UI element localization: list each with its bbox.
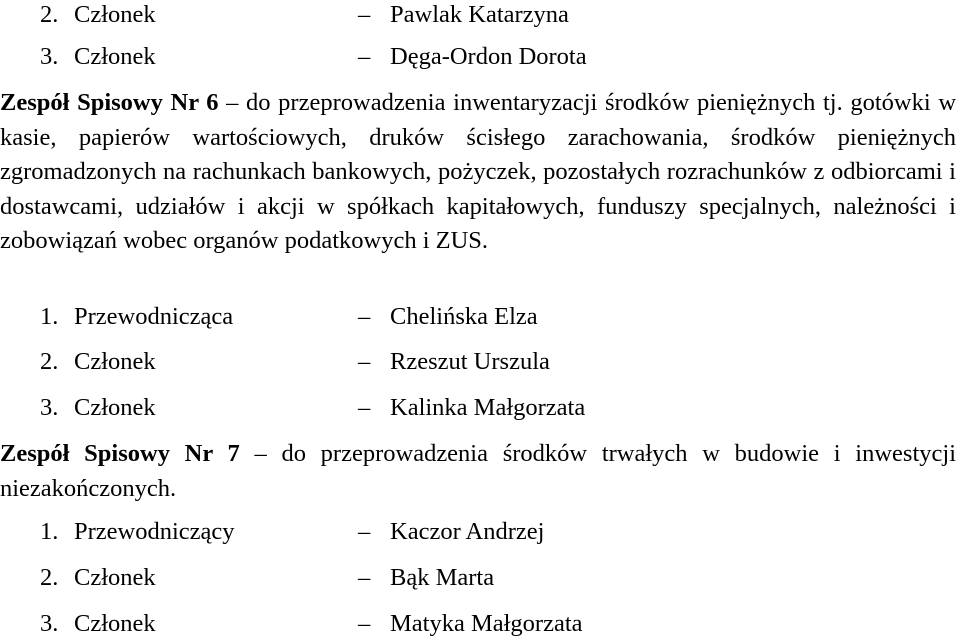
member-name: Chelińska Elza bbox=[390, 303, 538, 330]
team7-text: – do przeprowadzenia środków trwałych w budowie i inwestycji niezakończonych. bbox=[0, 440, 956, 502]
member-number: 2. bbox=[40, 1, 59, 28]
member-name: Dęga-Ordon Dorota bbox=[390, 43, 587, 70]
member-role: Członek bbox=[74, 394, 156, 421]
member-number: 1. bbox=[40, 518, 59, 545]
team7-title: Zespół Spisowy Nr 7 bbox=[0, 440, 240, 467]
member-name: Kalinka Małgorzata bbox=[390, 394, 586, 421]
member-number: 3. bbox=[40, 43, 59, 70]
member-dash: – bbox=[358, 518, 371, 545]
member-dash: – bbox=[358, 394, 371, 421]
member-dash: – bbox=[358, 1, 371, 28]
member-role: Członek bbox=[74, 610, 156, 637]
member-dash: – bbox=[358, 564, 371, 591]
member-name: Pawlak Katarzyna bbox=[390, 1, 569, 28]
member-role: Członek bbox=[74, 43, 156, 70]
member-role: Przewodnicząca bbox=[74, 303, 234, 330]
member-name: Rzeszut Urszula bbox=[390, 348, 550, 375]
member-dash: – bbox=[358, 348, 371, 375]
member-role: Przewodniczący bbox=[74, 518, 235, 545]
team6-text: – do przeprowadzenia inwentaryzacji środków pieniężnych tj. gotówki w kasie, papierów wartościowych, druków ścisłego zarachowania, środków pieniężnych zgromadzonych na rachunkach bankowych, pożyczek, pozostałych rozrachunków z odbiorcami i dostawcami, udziałów i akcji w spółkach kapitałowych, funduszy specjalnych, należności i zobowiązań wobec organów podatkowych i ZUS. bbox=[0, 89, 957, 254]
member-dash: – bbox=[358, 610, 371, 637]
member-name: Kaczor Andrzej bbox=[390, 518, 545, 545]
member-role: Członek bbox=[74, 1, 156, 28]
team7-description bbox=[0, 437, 956, 506]
member-number: 2. bbox=[40, 348, 59, 375]
team6-description bbox=[0, 86, 956, 259]
member-role: Członek bbox=[74, 564, 156, 591]
member-dash: – bbox=[358, 43, 371, 70]
member-dash: – bbox=[358, 303, 371, 330]
member-role: Członek bbox=[74, 348, 156, 375]
member-number: 3. bbox=[40, 394, 59, 421]
member-name: Bąk Marta bbox=[390, 564, 495, 591]
member-name: Matyka Małgorzata bbox=[390, 610, 583, 637]
member-number: 2. bbox=[40, 564, 59, 591]
member-number: 3. bbox=[40, 610, 59, 637]
member-number: 1. bbox=[40, 303, 59, 330]
team6-title: Zespół Spisowy Nr 6 bbox=[0, 89, 219, 116]
